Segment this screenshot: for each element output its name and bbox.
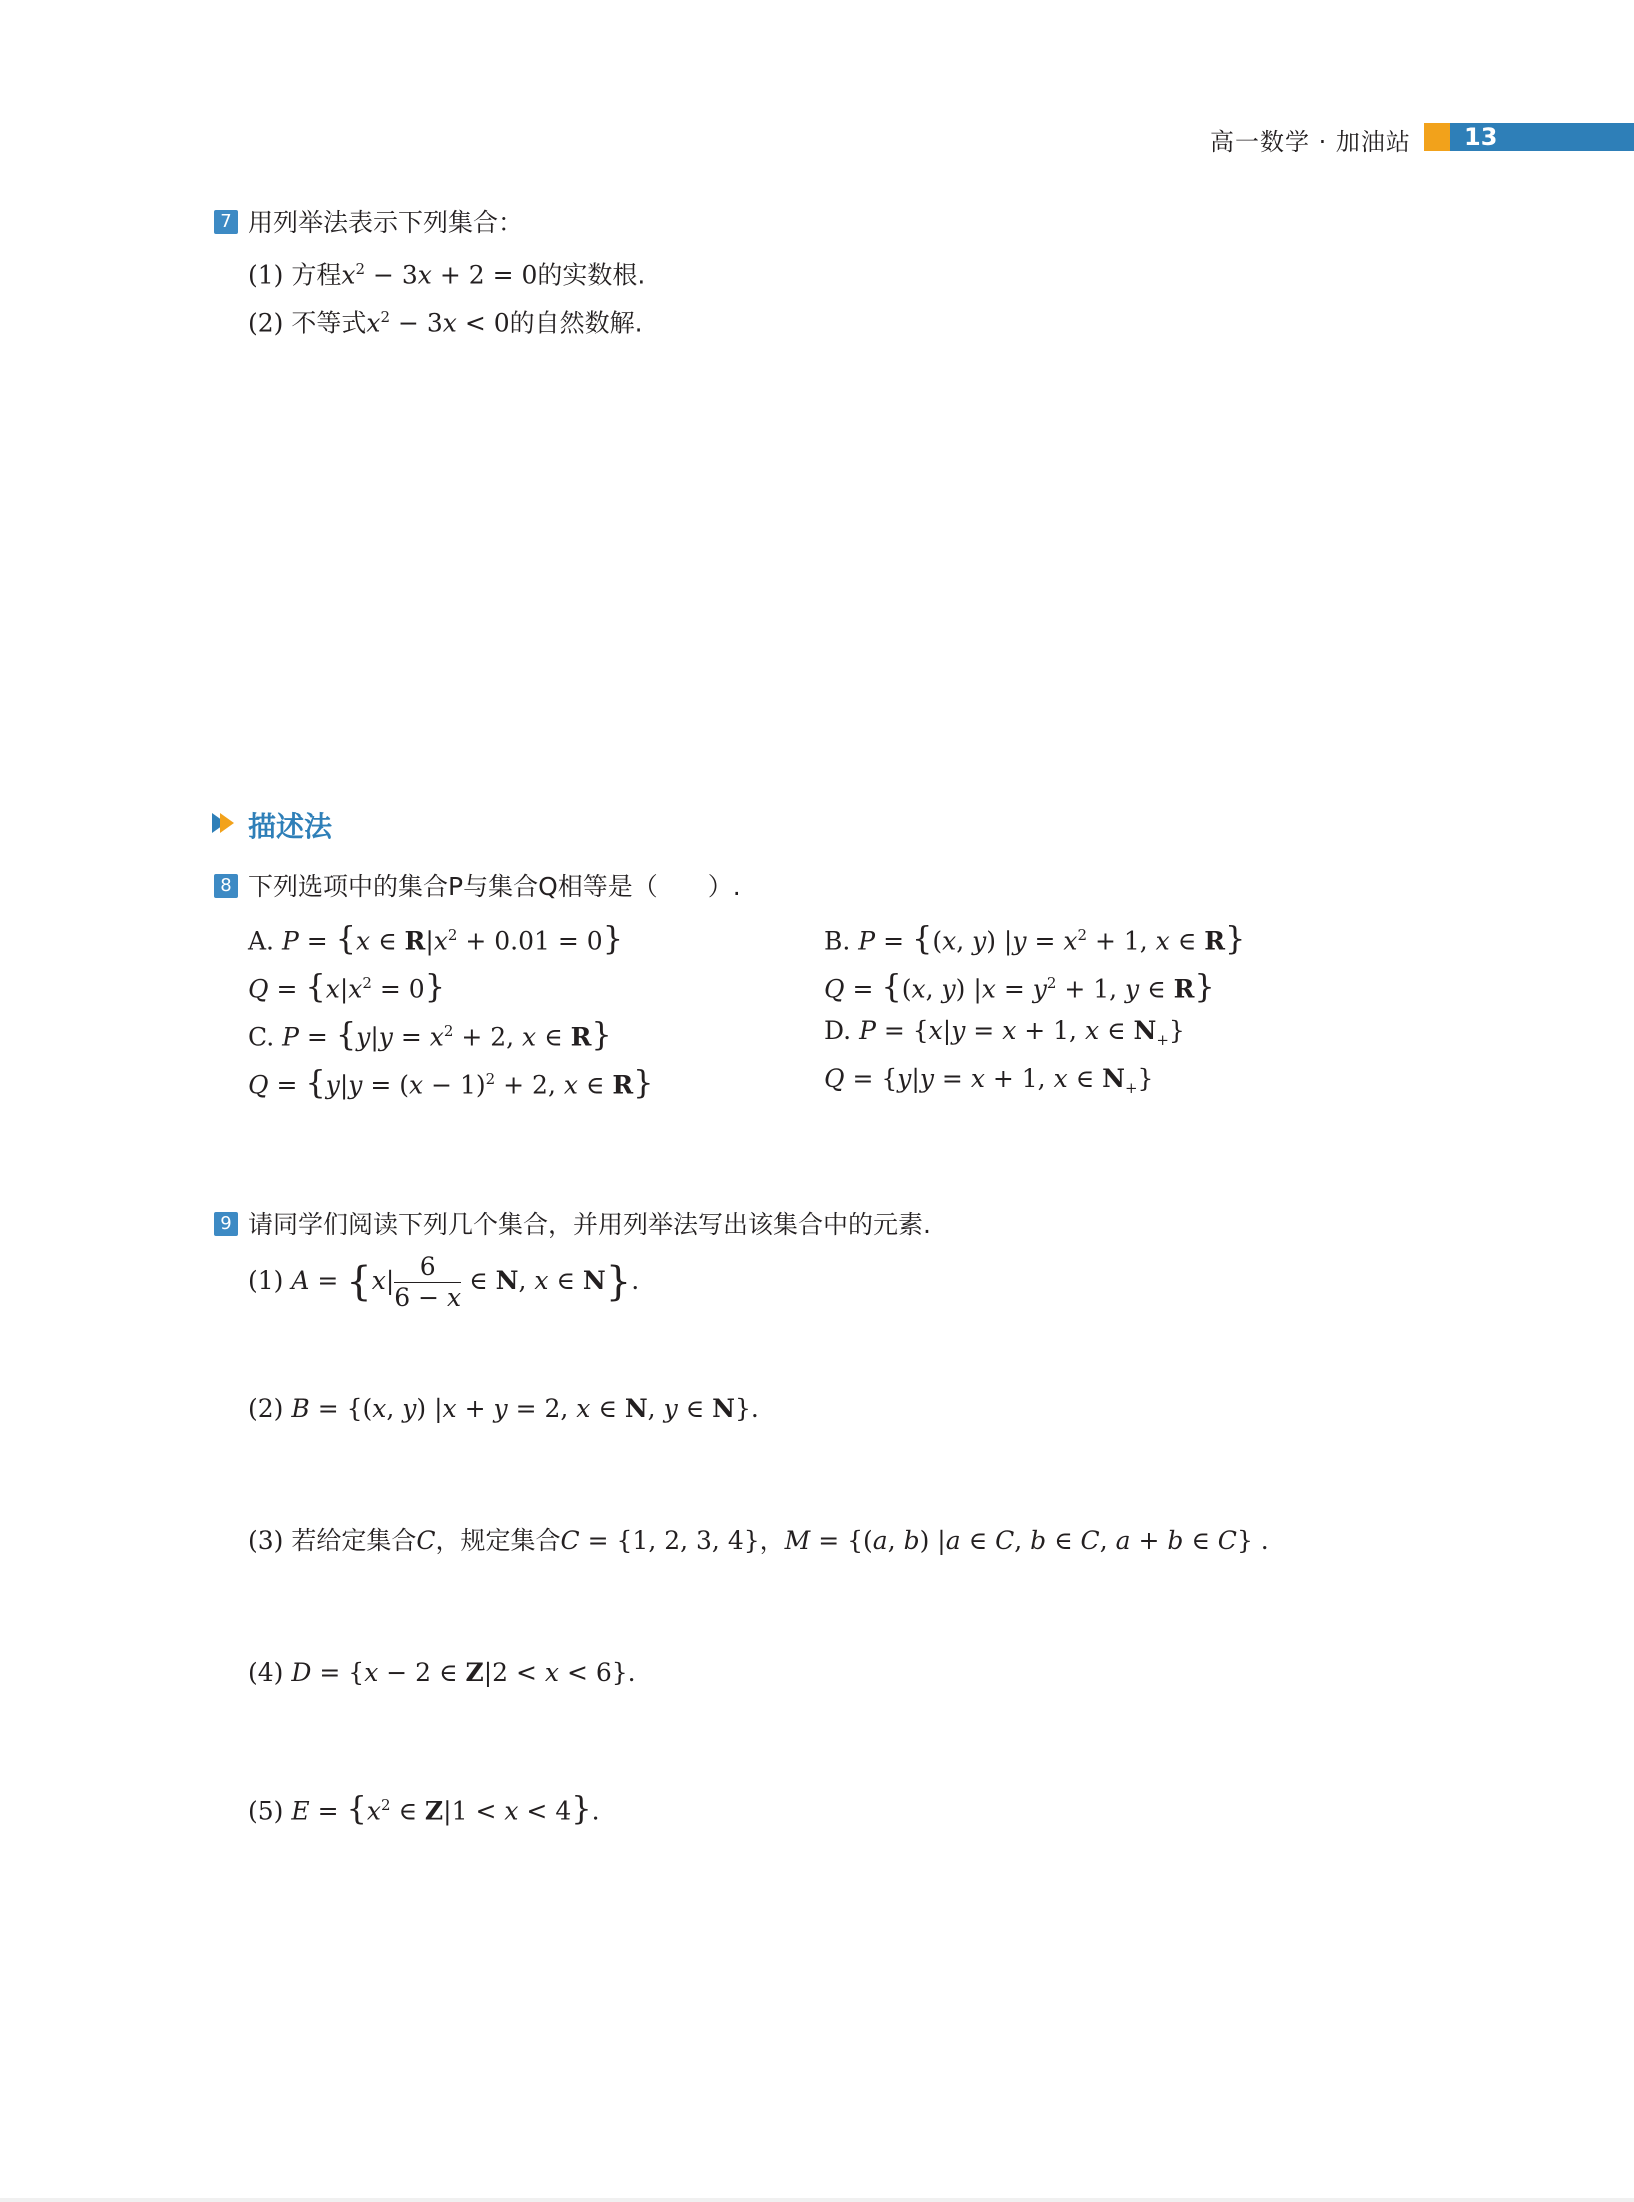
q8-option-c-p: C. $P = \{y|y = x^2 + 2$, x ∈ R} <box>248 1015 612 1054</box>
q8-option-a-p: A. P = {x ∈ $R|x^2 + 0.01 = 0$} <box>248 919 624 958</box>
q8-option-b-q: Q = {(x, y) $|x = y^2 + 1$, y ∈ R} <box>824 967 1215 1006</box>
page-number: 13 <box>1464 123 1498 151</box>
question-9 <box>214 1208 1414 1242</box>
header-accent-bar <box>1424 123 1450 151</box>
q9-item-4: (4) D = {x − 2 ∈ Z|2 < x < 6}. <box>248 1658 636 1687</box>
q8-option-d-p: D. P = {x|y = x + 1, x ∈ $N_+$} <box>824 1016 1185 1049</box>
page-bottom-edge <box>0 2198 1634 2202</box>
q7-item-1: (1) 方程$x^2 - 3x + 2 = 0$的实数根. <box>248 260 646 290</box>
section-title: 描述法 <box>248 810 333 843</box>
q9-item-1: (1) A = {x| $\frac{6}{6 - x}$ ∈ N, x ∈ N}. <box>248 1251 640 1312</box>
question-8 <box>214 870 1414 904</box>
question-number-badge: 9 <box>214 1212 238 1236</box>
question-stem: 下列选项中的集合P与集合Q相等是（ ）. <box>248 872 741 901</box>
question-7 <box>214 206 1414 240</box>
question-stem: 请同学们阅读下列几个集合，并用列举法写出该集合中的元素. <box>248 1210 931 1239</box>
section-arrow-icon <box>212 811 242 835</box>
q8-option-a-q: $Q = \{x|x^2 = 0\}$ <box>248 967 446 1006</box>
q9-item-3: (3) 若给定集合C，规定集合C = {1, 2, 3, 4}，M = {(a, b) |a ∈ C, b ∈ C, a + b ∈ C} . <box>248 1526 1269 1555</box>
question-number-badge: 8 <box>214 874 238 898</box>
q8-option-d-q: Q = {y|y = x + 1, x ∈ $N_+$} <box>824 1064 1154 1097</box>
q7-item-2: (2) 不等式$x^2 - 3x < 0$的自然数解. <box>248 308 643 338</box>
q9-item-5: (5) $E = \{x^2$ ∈ Z|1 < x < 4}. <box>248 1789 600 1828</box>
running-header-title: 高一数学 · 加油站 <box>1210 128 1411 156</box>
q8-option-c-q: $Q = \{y|y = (x - 1)^2 + 2$, x ∈ R} <box>248 1063 654 1102</box>
q9-item-2: (2) B = {(x, y) |x + y = 2, x ∈ N, y ∈ N}. <box>248 1394 759 1423</box>
question-number-badge: 7 <box>214 210 238 234</box>
question-stem: 用列举法表示下列集合： <box>248 208 524 237</box>
q8-option-b-p: B. P = {(x, y) $|y = x^2 + 1$, x ∈ R} <box>824 919 1246 958</box>
